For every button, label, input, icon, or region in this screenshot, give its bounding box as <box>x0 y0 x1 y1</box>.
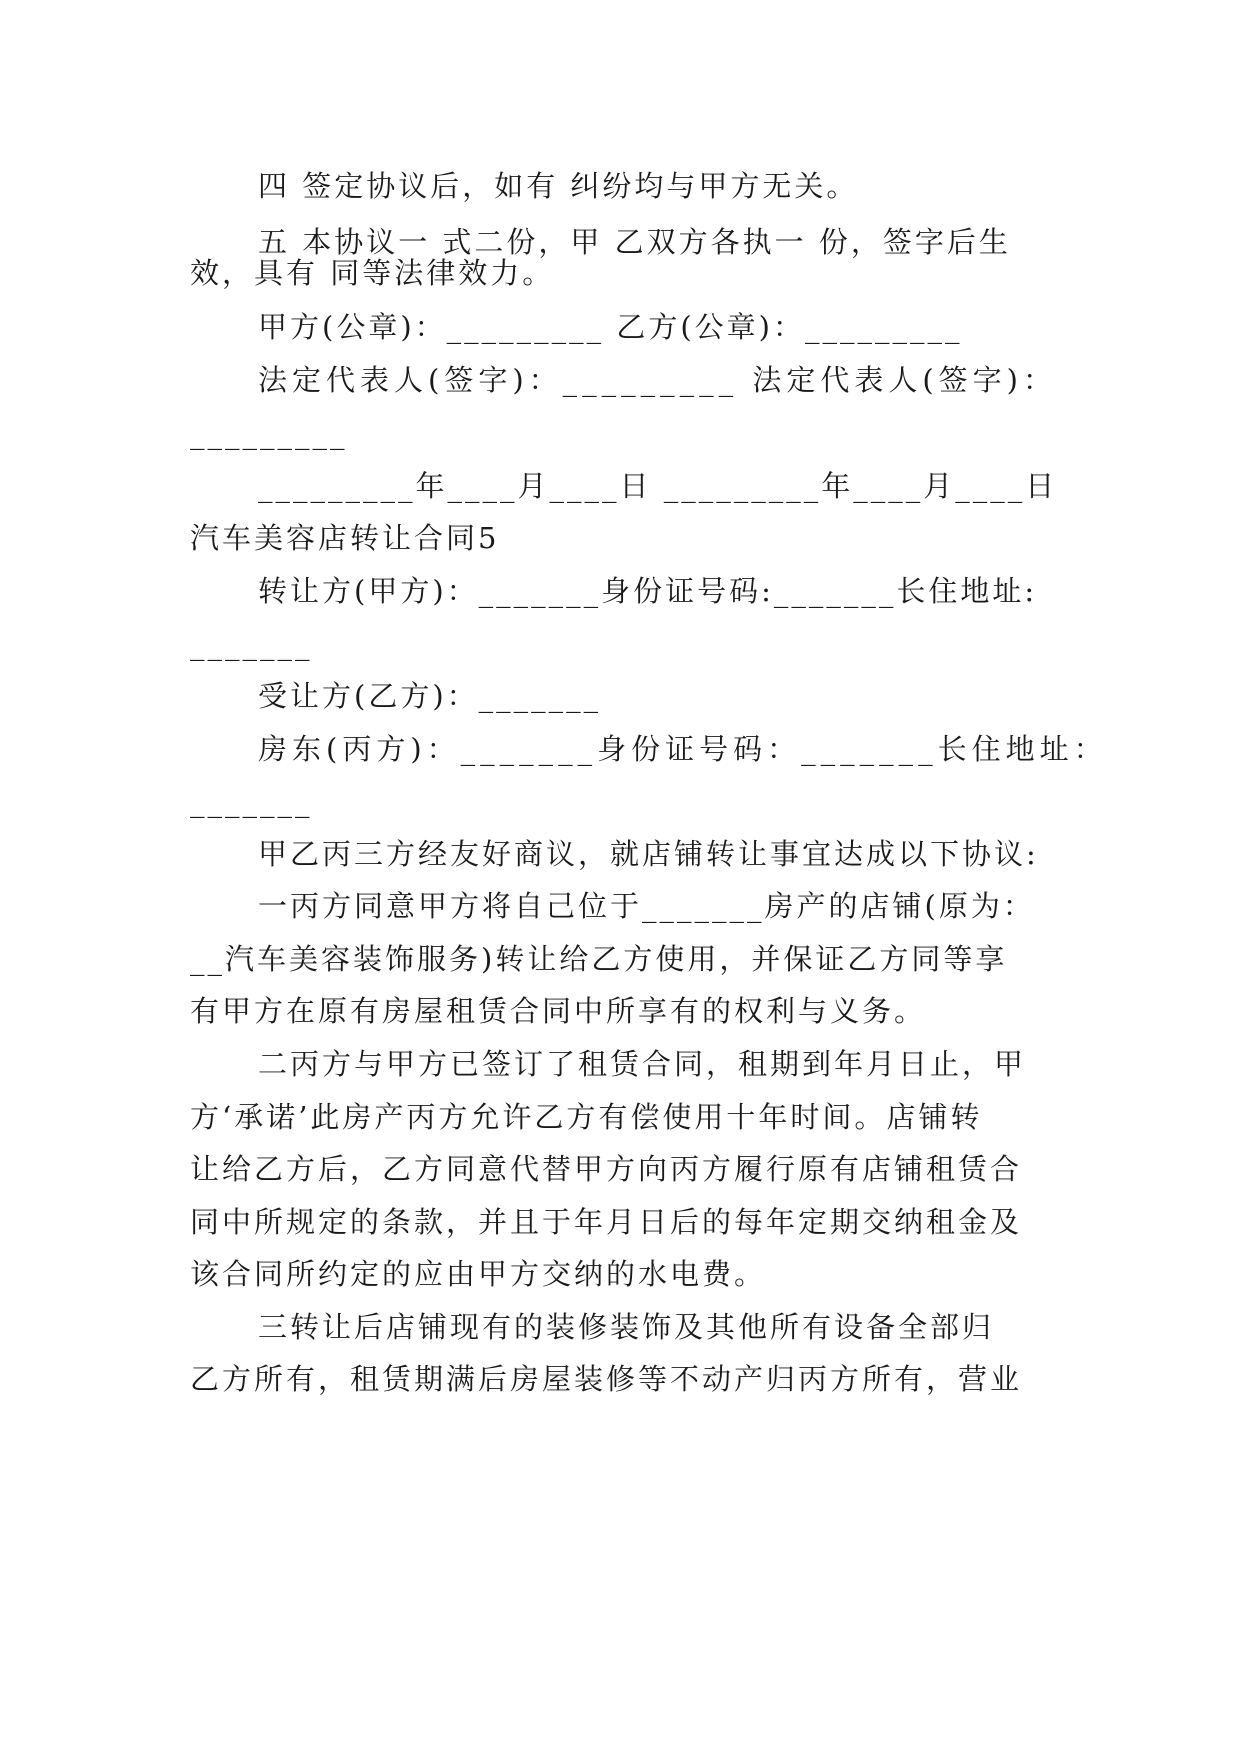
article-2-line-2: 方‘承诺’此房产丙方允许乙方有偿使用十年时间。店铺转 <box>190 1100 983 1134</box>
representative-line: 法定代表人(签字)：_________ 法定代表人(签字)： <box>258 363 1057 397</box>
article-3-line-1: 三转让后店铺现有的装修装饰及其他所有设备全部归 <box>258 1310 995 1344</box>
contract-title: 汽车美容店转让合同5 <box>190 521 500 555</box>
article-2-line-4: 同中所规定的条款，并且于年月日后的每年定期交纳租金及 <box>190 1205 1023 1239</box>
seal-line: 甲方(公章)：_________ 乙方(公章)：_________ <box>258 310 963 344</box>
article-2-line-3: 让给乙方后，乙方同意代替甲方向丙方履行原有店铺租赁合 <box>190 1152 1023 1186</box>
landlord-line: 房东(丙方)：_______身份证号码：_______长住地址： <box>258 732 1108 766</box>
article-2-line-1: 二丙方与甲方已签订了租赁合同，租期到年月日止，甲 <box>258 1047 1027 1081</box>
date-line: _________年____月____日 _________年____月____日 <box>258 469 1058 503</box>
article-2-line-5: 该合同所约定的应由甲方交纳的水电费。 <box>190 1257 767 1291</box>
transferee-line: 受让方(乙方)：_______ <box>258 679 602 713</box>
clause-5-line-2: 效，具有 同等法律效力。 <box>190 256 555 290</box>
article-1-line-1: 一丙方同意甲方将自己位于_______房产的店铺(原为： <box>258 889 1035 923</box>
article-1-line-3: 有甲方在原有房屋租赁合同中所享有的权利与义务。 <box>190 994 927 1028</box>
transferor-line: 转让方(甲方)：_______身份证号码:_______长住地址: <box>258 574 1038 608</box>
landlord-address-blank: _______ <box>190 784 313 818</box>
article-3-line-2: 乙方所有，租赁期满后房屋装修等不动产归丙方所有，营业 <box>190 1362 1023 1396</box>
preamble-line: 甲乙丙三方经友好商议，就店铺转让事宜达成以下协议: <box>258 837 1039 871</box>
clause-5-line-1: 五 本协议一 式二份，甲 乙双方各执一 份，签字后生 <box>258 225 1011 259</box>
representative-blank: _________ <box>190 416 348 450</box>
clause-4-line: 四 签定协议后，如有 纠纷均与甲方无关。 <box>258 169 859 203</box>
article-1-line-2: __汽车美容装饰服务)转让给乙方使用，并保证乙方同等享 <box>190 942 1008 976</box>
transferor-address-blank: _______ <box>190 627 313 661</box>
